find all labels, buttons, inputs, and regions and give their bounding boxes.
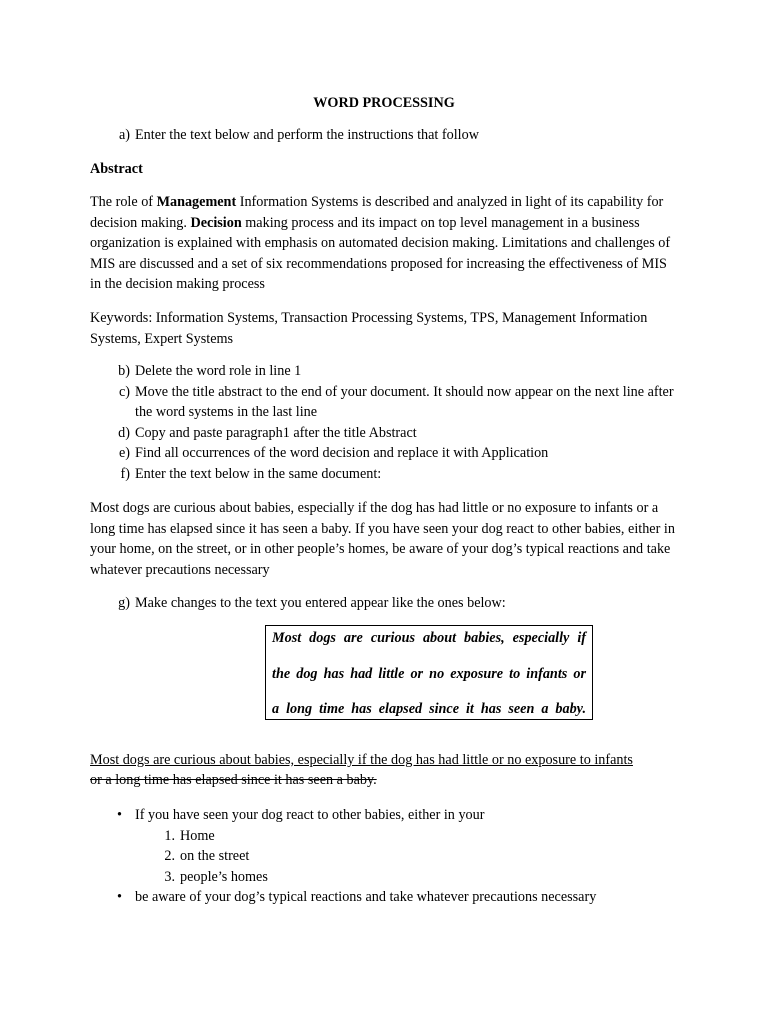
underlined-text: Most dogs are curious about babies, especially if the dog has had little or no exposure to infants	[90, 752, 633, 768]
boxed-line-1: Most dogs are curious about babies, especially if	[272, 630, 586, 646]
bullet-marker-2: •	[117, 889, 122, 905]
instruction-c	[90, 382, 680, 423]
instruction-d-marker: d)	[118, 424, 130, 441]
instruction-f-text: Enter the text below in the same document:	[135, 465, 382, 482]
paragraph-1-pre: The role of	[90, 194, 157, 210]
instruction-c-marker: c)	[118, 383, 130, 400]
bullet-marker-1: •	[117, 807, 122, 823]
instruction-f	[90, 464, 680, 485]
instructions-list	[90, 361, 680, 484]
paragraph-1-mid: Information Systems is described and analyzed in light of its capability for decision making.	[90, 194, 664, 231]
bullet-item-1	[90, 805, 690, 826]
instruction-f-marker: f)	[120, 465, 130, 482]
task-g-text: Make changes to the text you entered appear like the ones below:	[135, 595, 506, 611]
sub-item-3-marker: 3.	[164, 868, 175, 885]
bullet-text-2: be aware of your dog’s typical reactions and take whatever precautions necessary	[135, 889, 597, 905]
underlined-line	[90, 750, 680, 771]
sub-item-2-text: on the street	[180, 848, 250, 864]
sub-item-3	[90, 867, 690, 888]
sub-item-1	[90, 826, 690, 847]
strikethrough-line	[90, 770, 680, 791]
task-g-marker: g)	[118, 595, 130, 611]
instruction-c-text: Move the title abstract to the end of your document. It should now appear on the next line after the word systems in the last line	[135, 383, 674, 420]
sub-item-1-marker: 1.	[164, 827, 175, 844]
bullet-list	[90, 805, 690, 908]
instruction-b-marker: b)	[118, 363, 130, 379]
instruction-d	[90, 423, 680, 444]
paragraph-1-bold-management: Management	[156, 194, 237, 210]
document-title: WORD PROCESSING	[313, 95, 455, 111]
dogs-paragraph: Most dogs are curious about babies, especially if the dog has had little or no exposure to infants or a long time has elapsed since it has seen a baby. If you have seen your dog react to other babies, either in your home, on the street, or in other people’s homes, be aware of your dog’s typical reactions and take whatever precautions necessary	[90, 500, 675, 578]
sub-item-3-text: people’s homes	[180, 868, 268, 885]
task-g	[90, 593, 680, 614]
keywords-line: Keywords: Information Systems, Transaction Processing Systems, TPS, Management Information Systems, Expert Systems	[90, 310, 648, 347]
task-a-marker: a)	[118, 127, 130, 143]
paragraph-1-post: making process and its impact on top level management in a business organization is explained with emphasis on automated decision making. Limitations and challenges of MIS are discussed and a set of six recommendations proposed for increasing the effectiveness of MIS in the decision making process	[90, 214, 671, 292]
task-a-text: Enter the text below and perform the instructions that follow	[135, 127, 479, 143]
bullet-text-1: If you have seen your dog react to other babies, either in your	[135, 807, 485, 823]
boxed-line-2: the dog has had little or no exposure to infants or	[272, 666, 586, 682]
task-a	[90, 125, 680, 146]
sub-item-2	[90, 846, 690, 867]
paragraph-1	[90, 192, 680, 295]
instruction-e-marker: e)	[118, 445, 130, 461]
instruction-e-text: Find all occurrences of the word decision and replace it with Application	[135, 445, 549, 461]
abstract-heading: Abstract	[90, 161, 143, 177]
paragraph-1-bold-decision: Decision	[190, 214, 242, 231]
instruction-b	[90, 361, 680, 382]
formatted-text-box	[265, 625, 593, 720]
strikethrough-text: or a long time has elapsed since it has seen a baby.	[90, 772, 377, 788]
instruction-b-text: Delete the word role in line 1	[135, 363, 302, 379]
sub-item-1-text: Home	[180, 827, 215, 844]
instruction-d-text: Copy and paste paragraph1 after the title Abstract	[135, 424, 417, 441]
sub-item-2-marker: 2.	[164, 848, 175, 864]
boxed-line-3: a long time has elapsed since it has seen a baby.	[272, 701, 586, 717]
instruction-e	[90, 443, 680, 464]
bullet-item-2	[90, 887, 690, 908]
